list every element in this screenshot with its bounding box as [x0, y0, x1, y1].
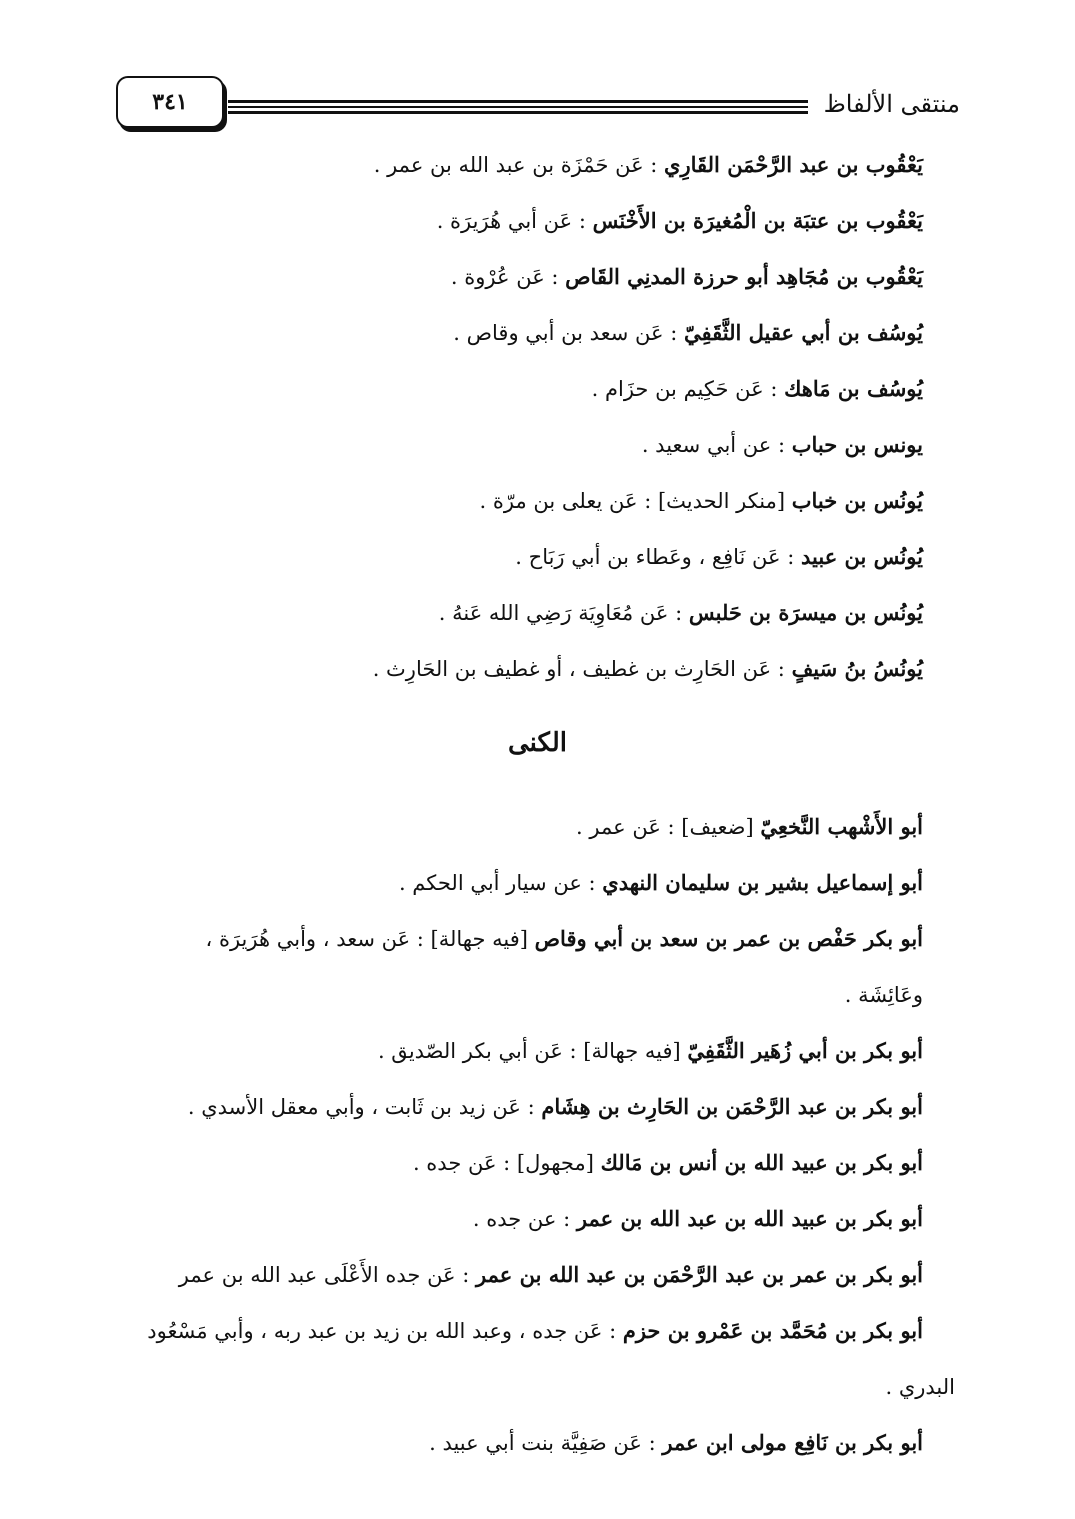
narrator-detail: : عَن حَمْزَة بن عبد الله بن عمر .: [373, 153, 665, 177]
narrator-name: يُونُس بن ميسرَة بن حَلبس: [688, 600, 923, 625]
narrator-name: يونس بن حباب: [791, 432, 923, 457]
narrator-detail: : عَن جده الأَعْلَى عبد الله بن عمر: [178, 1263, 477, 1287]
narrator-name: أبو بكر بن عبيد الله بن عبد الله بن عمر: [576, 1206, 923, 1231]
narrator-detail: [فيه جهالة] : عَن سعد ، وأبي هُرَيرَة ،: [205, 927, 535, 951]
rule-line: [228, 106, 808, 108]
list-item: [642, 430, 923, 460]
narrator-name: أبو الأَشْهب النَّخعِيّ: [760, 814, 923, 839]
narrator-detail: : عَن نَافِع ، وعَطاء بن أبي رَبَاح .: [515, 545, 801, 569]
list-item: [515, 542, 923, 572]
narrator-detail: : عن أبي سعيد .: [641, 433, 792, 457]
narrator-detail: : عَن عُرْوة .: [450, 265, 566, 289]
list-item: [378, 1036, 923, 1066]
book-title: منتقى الألفاظ: [823, 90, 960, 118]
list-item: [206, 924, 923, 954]
narrator-detail: : عَن صَفِيَّة بنت أبي عبيد .: [429, 1431, 663, 1455]
list-item: [592, 374, 923, 404]
list-item: [451, 262, 923, 292]
narrator-name: أبو بكر بن عبد الرَّحْمَن بن الحَارِث بن هِشَام: [541, 1094, 923, 1119]
narrator-detail: : عَن مُعَاوِيَة رَضِي الله عَنهُ .: [438, 601, 689, 625]
list-item: [147, 1316, 923, 1346]
header-rule: [228, 100, 808, 116]
narrator-detail: [فيه جهالة] : عَن أبي بكر الصّديق .: [377, 1039, 688, 1063]
list-item: [179, 1260, 923, 1290]
narrator-name: يُوسُف بن مَاهك: [784, 376, 923, 401]
page-header: [110, 70, 960, 130]
narrator-name: يَعْقُوب بن مُجَاهِد أبو حرزة المدنِي القَاص: [565, 264, 923, 289]
narrator-name: أبو بكر بن عمر بن عبد الرَّحْمَن بن عبد الله بن عمر: [476, 1262, 923, 1287]
list-item: [437, 206, 923, 236]
list-item: [453, 318, 923, 348]
list-item: [473, 1204, 923, 1234]
narrator-detail: [منكر الحديث] : عَن يعلى بن مرّة .: [479, 489, 792, 513]
list-item: [188, 1092, 923, 1122]
page-number: ٣٤١: [152, 89, 188, 115]
narrator-name: أبو بكر بن أبي زُهَير الثَّقَفِيّ: [687, 1038, 923, 1063]
list-item: [374, 150, 923, 180]
narrator-detail: [مجهول] : عَن جده .: [412, 1151, 601, 1175]
entry-continuation: وعَائِشَة .: [844, 983, 923, 1007]
list-item: [373, 654, 923, 684]
list-item: [429, 1428, 923, 1458]
narrator-name: يَعْقُوب بن عتبَة بن الْمُغيرَة بن الأَخْنَس: [592, 208, 923, 233]
narrator-name: يَعْقُوب بن عبد الرَّحْمَن القَارِي: [664, 152, 923, 177]
narrator-name: أبو بكر بن عبيد الله بن أنس بن مَالك: [600, 1150, 923, 1175]
list-item: [480, 486, 923, 516]
narrator-name: أبو إسماعيل بشير بن سليمان النهدي: [602, 870, 923, 895]
page-number-box: [116, 76, 224, 128]
narrator-detail: : عَن زيد بن ثَابت ، وأبي معقل الأسدي .: [187, 1095, 542, 1119]
rule-line: [228, 100, 808, 103]
entry-continuation: البدري .: [885, 1375, 955, 1399]
narrator-name: يُونُس بن خباب: [791, 488, 923, 513]
narrator-detail: : عَن الحَارِث بن غطيف ، أو غطيف بن الحَارِث .: [372, 657, 792, 681]
narrator-name: أبو بكر بن نَافِع مولى ابن عمر: [662, 1430, 923, 1455]
list-item: [576, 812, 923, 842]
narrator-name: يُوسُف بن أبي عقيل الثَّقَفِيّ: [684, 320, 923, 345]
list-item: [399, 868, 923, 898]
narrator-detail: : عَن أبي هُرَيرَة .: [436, 209, 593, 233]
list-item: [413, 1148, 923, 1178]
narrator-name: يُونُسُ بنُ سَيفٍ: [791, 656, 923, 681]
narrator-name: يُونُس بن عبيد: [801, 544, 923, 569]
narrator-detail: [ضعيف] : عَن عمر .: [576, 815, 761, 839]
narrator-detail: : عَن جده ، وعبد الله بن زيد بن عبد ربه ، وأبي مَسْعُود: [147, 1319, 623, 1343]
narrator-detail: : عَن سعد بن أبي وقاص .: [453, 321, 684, 345]
list-item: [439, 598, 923, 628]
narrator-name: أبو بكر بن مُحَمَّد بن عَمْرو بن حزم: [622, 1318, 923, 1343]
narrator-detail: : عَن حَكِيم بن حزَام .: [591, 377, 785, 401]
rule-line: [228, 111, 808, 114]
narrator-detail: : عن جده .: [472, 1207, 577, 1231]
section-heading: الكنى: [507, 728, 568, 758]
narrator-name: أبو بكر حَفْص بن عمر بن سعد بن أبي وقاص: [534, 926, 923, 951]
narrator-detail: : عن سيار أبي الحكم .: [398, 871, 603, 895]
